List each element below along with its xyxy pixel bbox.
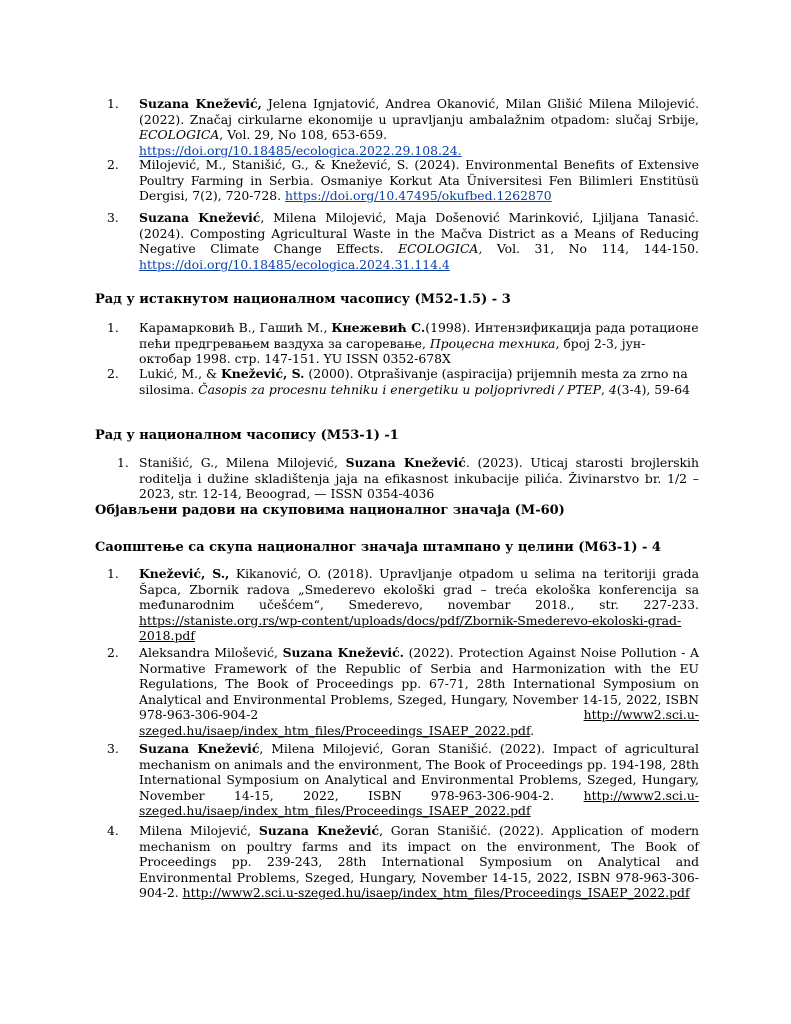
citation-text: Milena Milojević,	[139, 823, 259, 838]
section-heading-m60: Објављени радови на скуповима националног значаја (М-60)	[95, 503, 565, 518]
journal-name: ECOLOGICA	[139, 127, 220, 142]
author-bold: Knežević, S.	[220, 366, 305, 381]
citation-text: , Goran Stanišić. (2022). Application of modern mechanism on poultry farms and its impact on the environment, The Book of Proceedings pp. 239-243, 28th International Symposium on Analytical and Environmental Problems, Szeged, Hungary, November 14-15, 2022, ISBN 978-963-306-904-2.	[139, 823, 700, 900]
doi-link[interactable]: https://doi.org/10.18485/ecologica.2024.31.114.4	[139, 256, 450, 272]
proceedings-link[interactable]: https://staniste.org.rs/wp-content/uploads/docs/pdf/Zbornik-Smederevo-ekoloski-grad-2018.pdf	[139, 612, 682, 643]
citation-text: . (2023). Uticaj starosti brojlerskih roditelja i dužine skladištenja jaja na efikasnost inkubacije pilića. Živinarstvo br. 1/2 – 2023, str. 12-14, Beoograd, — ISSN 0354-4036	[139, 455, 699, 501]
author-bold: Suzana Knežević,	[139, 96, 262, 111]
citation-text: , Milena Milojević, Goran Stanišić. (2022). Impact of agricultural mechanism on animals and the environment, The Book of Proceedings pp. 194-198, 28th International Symposium on Analytical and Environmental Problems, Szeged, Hungary, November 14-15, 2022, ISBN 978-963-306-904-2.	[139, 741, 699, 803]
doi-link[interactable]: https://doi.org/10.47495/okufbed.1262870	[284, 188, 552, 203]
item-number: 1.	[107, 566, 119, 581]
list-item	[107, 157, 699, 204]
list-item	[107, 366, 699, 397]
citation-text: (1998). Интензификација рада ротационе пећи предгревањем ваздуха за сагоревање,	[139, 320, 699, 351]
citation-tail: Vol. 31, No 114, 144-150.	[482, 241, 699, 256]
citation-text: Kikanović, O. (2018). Upravljanje otpadom u selima na teritoriji grada Šapca, Zbornik radova „Smederevo ekološki grad – treća ekološka konferencija sa međunarodnim učešćem“, Smederevo, novembar 2018., str. 227-233.	[139, 566, 699, 612]
section-heading-m53: Рад у националном часопису (М53-1) -1	[95, 428, 399, 443]
item-number: 1.	[107, 320, 119, 335]
citation-tail: , Vol. 29, No 108, 653-659.	[219, 127, 388, 142]
proceedings-link[interactable]: http://www2.sci.u-szeged.hu/isaep/index_htm_files/Proceedings_ISAEP_2022.pdf	[139, 707, 699, 738]
journal-name: ECOLOGICA,	[398, 241, 483, 256]
list-item	[107, 455, 699, 502]
item-number: 1.	[117, 455, 129, 470]
item-number: 2.	[107, 366, 119, 381]
author-bold: Suzana Knežević	[345, 455, 466, 470]
doi-link[interactable]: https://doi.org/10.18485/ecologica.2022.29.108.24.	[139, 142, 462, 158]
list-item	[107, 645, 699, 738]
item-number: 3.	[107, 741, 119, 756]
list-item	[107, 823, 699, 901]
list-item	[107, 210, 699, 272]
proceedings-link[interactable]: http://www2.sci.u-szeged.hu/isaep/index_htm_files/Proceedings_ISAEP_2022.pdf	[139, 787, 699, 818]
item-number: 1.	[107, 96, 119, 111]
proceedings-link[interactable]: http://www2.sci.u-szeged.hu/isaep/index_htm_files/Proceedings_ISAEP_2022.pdf	[182, 885, 690, 900]
citation-text: Jelena Ignjatović, Andrea Okanović, Milan Glišić Milena Milojević. (2022). Značaj cirkularne ekonomije u upravljanju ambalažnim otpadom: slučaj Srbije,	[139, 96, 700, 127]
item-number: 2.	[107, 157, 119, 172]
author-bold: Кнежевић С.	[331, 320, 426, 335]
list-item	[107, 566, 699, 644]
author-bold: Suzana Knežević	[139, 210, 261, 225]
citation-tail: ,	[601, 381, 609, 397]
list-item	[107, 320, 699, 367]
citation-tail: .	[530, 722, 535, 738]
citation-text: (2022). Protection Against Noise Pollution - A Normative Framework of the Republic of Serbia and Harmonization with the EU Regulations, The Book of Proceedings pp. 67-71, 28th International Symposium on Analytical and Environmental Problems, Szeged, Hungary, November 14-15, 2022, ISBN 978-963-306-904-2	[139, 645, 699, 722]
citation-text: Lukić, M., &	[139, 366, 221, 381]
item-number: 4.	[107, 823, 119, 838]
citation-text: Milojević, M., Stanišić, G., & Knežević, S. (2024). Environmental Benefits of Extensive Poultry Farming in Serbia. Osmaniye Korkut Ata Üniversitesi Fen Bilimleri Enstitüsü Dergisi, 7(2), 720-728.	[139, 157, 699, 203]
author-bold: Suzana Knežević	[258, 823, 380, 838]
journal-name: Процесна техника	[429, 335, 556, 351]
author-bold: Suzana Knežević	[139, 741, 260, 756]
citation-text: (2000). Otprašivanje (aspiracija) prijemnih mesta za zrno na silosima.	[139, 366, 688, 397]
journal-name: Časopis za procesnu tehniku i energetiku u poljoprivredi / PTEP	[198, 381, 602, 397]
volume-number: 4	[608, 381, 617, 397]
author-bold: Knežević, S.,	[139, 566, 230, 581]
citation-text: Aleksandra Milošević,	[139, 645, 283, 660]
list-item	[107, 96, 699, 158]
item-number: 3.	[107, 210, 119, 225]
list-item	[107, 741, 699, 819]
citation-tail: (3-4), 59-64	[616, 381, 691, 397]
citation-text: , Milena Milojević, Maja Došenović Marinković, Ljiljana Tanasić. (2024). Composting Agricultural Waste in the Mačva District as a Means of Reducing Negative Climate Change Effects.	[139, 210, 699, 256]
section-heading-m52: Рад у истакнутом националном часопису (М52-1.5) - 3	[95, 292, 511, 307]
item-number: 2.	[107, 645, 119, 660]
citation-text: Stanišić, G., Milena Milojević,	[139, 455, 346, 470]
section-heading-m63: Саопштење са скупа националног значаја штампано у целини (М63-1) - 4	[95, 540, 661, 555]
citation-tail: , број 2-3, јун- октобар 1998. стр. 147-151. YU ISSN 0352-678X	[139, 335, 646, 366]
citation-text: Карамарковић В., Гашић М.,	[139, 320, 332, 335]
author-bold: Suzana Knežević.	[282, 645, 404, 660]
